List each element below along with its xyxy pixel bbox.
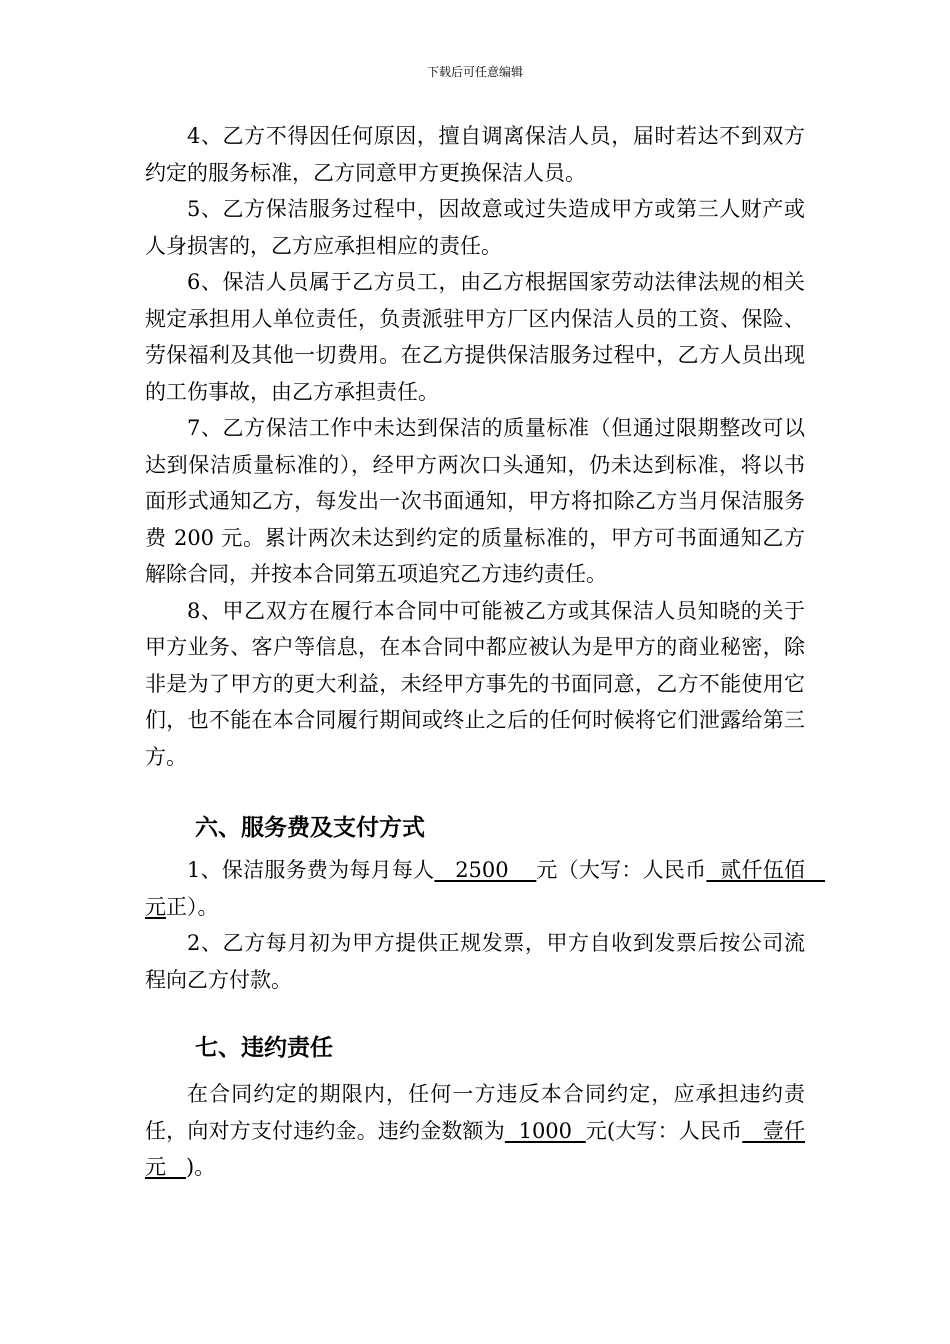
page-header: 下载后可任意编辑 [426,65,523,79]
section-7-title: 七、违约责任 [195,1035,333,1061]
document-body [145,118,826,1186]
fee-middle: 元（大写：人民币 [536,858,707,882]
fee-prefix: 1、保洁服务费为每月每人 [187,858,435,882]
breach-clause [145,1076,805,1186]
fee-amount: 2500 [434,858,537,882]
fee-suffix: 正）。 [166,894,219,919]
breach-middle: 元(大写：人民币 [585,1118,743,1143]
clause-5: 5、乙方保洁服务过程中，因故意或过失造成甲方或第三人财产或人身损害的，乙方应承担相应的责任。 [145,197,805,258]
clause-7: 7、乙方保洁工作中未达到保洁的质量标准（但通过限期整改可以达到保洁质量标准的），经甲方两次口头通知，仍未达到标准，将以书面形式通知乙方，每发出一次书面通知，甲方将扣除乙方当月保洁服务费 200 元。累计两次未达到约定的质量标准的，甲方可书面通知乙方解除合同，并按本合同第五项追究乙方违约责任。 [145,416,805,586]
breach-prefix: 在合同约定的期限内，任何一方违反本合同约定，应承担违约责任，向对方支付违约金。违约金数额为 [145,1082,805,1143]
clause-6: 6、保洁人员属于乙方员工，由乙方根据国家劳动法律法规的相关规定承担用人单位责任，负责派驻甲方厂区内保洁人员的工资、保险、劳保福利及其他一切费用。在乙方提供保洁服务过程中，乙方人员出现的工伤事故，由乙方承担责任。 [145,270,805,404]
fee-amount-words: 贰仟伍佰 元 [145,858,826,919]
fee-clause-2: 2、乙方每月初为甲方提供正规发票，甲方自收到发票后按公司流程向乙方付款。 [145,931,805,992]
fee-clause-1 [145,852,826,925]
clause-8: 8、甲乙双方在履行本合同中可能被乙方或其保洁人员知晓的关于甲方业务、客户等信息，在本合同中都应被认为是甲方的商业秘密，除非是为了甲方的更大利益，未经甲方事先的书面同意，乙方不能使用它们，也不能在本合同履行期间或终止之后的任何时候将它们泄露给第三方。 [145,598,805,769]
breach-amount: 1000 [504,1118,586,1143]
section-6-title: 六、服务费及支付方式 [195,815,425,841]
breach-suffix: )。 [186,1155,216,1179]
breach-amount-words: 壹仟元 [145,1118,805,1179]
clause-4: 4、乙方不得因任何原因，擅自调离保洁人员，届时若达不到双方约定的服务标准，乙方同意甲方更换保洁人员。 [145,124,805,185]
